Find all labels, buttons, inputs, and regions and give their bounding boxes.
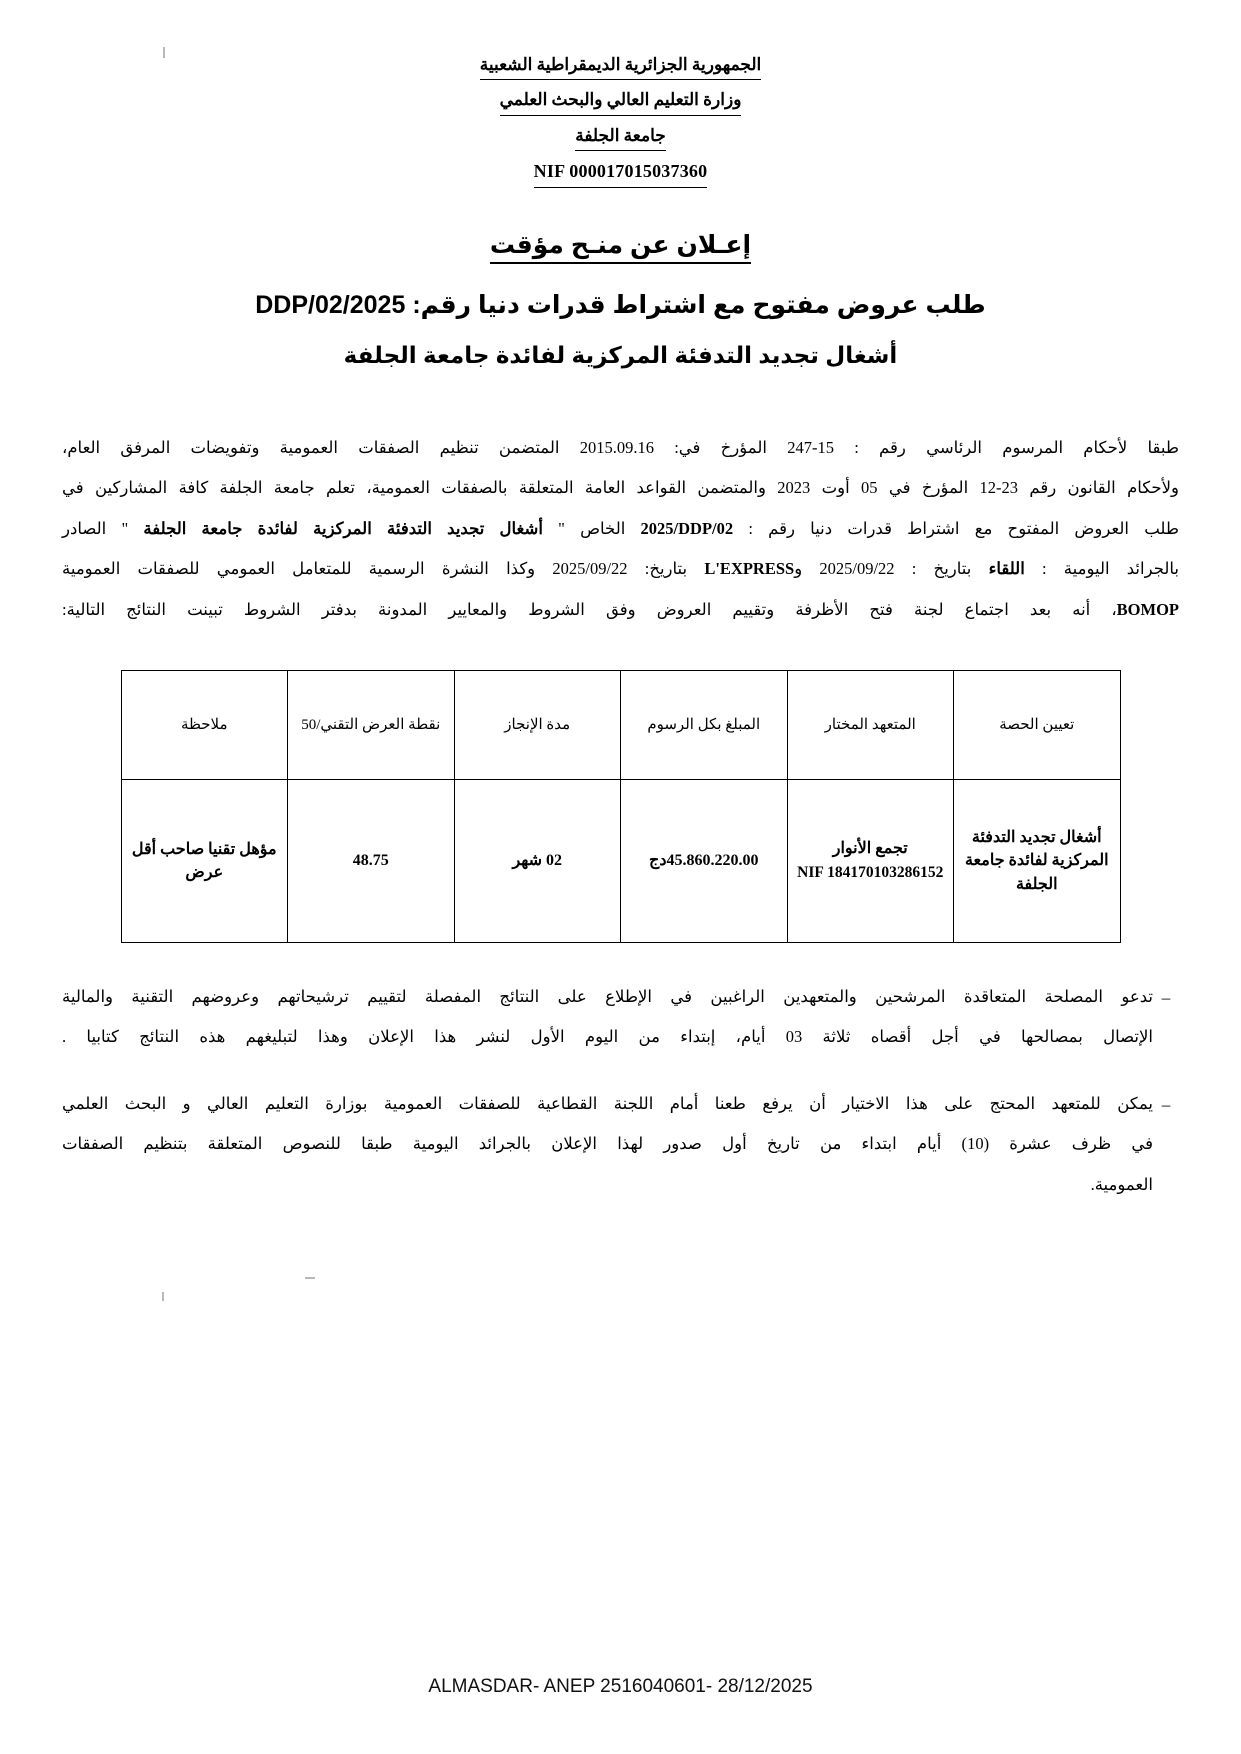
- newspapers-conjunction: و: [794, 559, 820, 579]
- header-republic: الجمهورية الجزائرية الديمقراطية الشعبية: [0, 52, 1241, 80]
- paragraph-line-2: ولأحكام القانون رقم 23-12 المؤرخ في 05 أوت 2023 والمتضمن القواعد العامة المتعلقة بالصفقات العمومية، تعلم جامعة الجلفة كافة المشاركين في: [62, 478, 1179, 498]
- th-contractor: المتعهد المختار: [787, 671, 954, 780]
- scan-speck: [163, 47, 165, 58]
- note-1-line-2: الإتصال بمصالحها في أجل أقصاه ثلاثة 03 أيام، إبتداء من اليوم الأول لنشر هذا الإعلان وهذا لتبليغهم هذه النتائج كتابيا .: [62, 1027, 1154, 1047]
- note-2-line-2: في ظرف عشرة (10) أيام ابتداء من تاريخ أول صدور لهذا الإعلان بالجرائد اليومية طبقا للنصوص المتعلقة بتنظيم الصفقات: [62, 1134, 1153, 1154]
- tender-number-title: طلب عروض مفتوح مع اشتراط قدرات دنيا رقم: 2025/DDP/02: [255, 290, 986, 319]
- official-bulletin-text: وكذا النشرة الرسمية للمتعامل العمومي للصفقات العمومية: [62, 559, 553, 579]
- cell-note: مؤهل تقنيا صاحب أقل عرض: [121, 780, 288, 943]
- newspaper-date-2: 2025/09/22: [552, 559, 628, 579]
- table-row: [121, 780, 1120, 943]
- table-header-row: [121, 671, 1120, 780]
- scan-speck-3: [162, 1292, 164, 1301]
- document-footer: ALMASDAR- ANEP 2516040601- 28/12/2025: [428, 1676, 813, 1697]
- cell-amount: 45.860.220.00دج: [621, 780, 788, 943]
- th-amount: المبلغ بكل الرسوم: [621, 671, 788, 780]
- newspaper-name-2: L'EXPRESS: [704, 559, 795, 579]
- paragraph-line-5: [62, 590, 1179, 630]
- header-ministry: وزارة التعليم العالي والبحث العلمي: [0, 87, 1241, 115]
- note-1-line-1: تدعو المصلحة المتعاقدة المرشحين والمتعهدين الراغبين في الإطلاع على النتائج المفصلة لتقييم ترشيحاتهم وعروضهم التقنية والمالية: [62, 987, 1153, 1007]
- results-table-body: [121, 780, 1120, 943]
- dash-marker-icon: –: [1161, 988, 1171, 1008]
- cell-technical-score: 48.75: [288, 780, 455, 943]
- note-2-text: [62, 1084, 1153, 1205]
- tender-quote-close: " الصادر: [62, 518, 144, 538]
- paragraph-line-4: [62, 549, 1179, 589]
- dash-marker-icon-2: –: [1161, 1094, 1171, 1114]
- header-nif: NIF 000017015037360: [0, 158, 1241, 188]
- header-university: جامعة الجلفة: [0, 123, 1241, 151]
- newspaper-name-1: اللقاء: [988, 559, 1025, 579]
- document-header: [0, 52, 1241, 188]
- note-1-text: [62, 977, 1153, 1058]
- body-section: [62, 428, 1179, 630]
- th-designation: تعيين الحصة: [954, 671, 1121, 780]
- results-table: [121, 670, 1121, 943]
- paragraph-line-1: طبقا لأحكام المرسوم الرئاسي رقم : 15-247 المؤرخ في: 2015.09.16 المتضمن تنظيم الصفقات العمومية وتفويضات المرفق العام،: [62, 437, 1179, 457]
- bomop-label: BOMOP: [1116, 599, 1179, 619]
- note-item-2: [62, 1084, 1179, 1205]
- results-table-container: [0, 670, 1241, 943]
- note-2-line-1: يمكن للمتعهد المحتج على هذا الاختيار أن يرفع طعنا أمام اللجنة القطاعية للصفقات العمومية بوزارة التعليم العالي و البحث العلمي: [62, 1093, 1153, 1113]
- note-2-line-3: العمومية.: [1090, 1174, 1153, 1194]
- results-table-head: [121, 671, 1120, 780]
- newspaper-date-2-label: بتاريخ:: [627, 559, 705, 579]
- contractor-name: تجمع الأنوار: [832, 840, 908, 858]
- tender-intro-text: طلب العروض المفتوح مع اشتراط قدرات دنيا رقم :: [733, 518, 1179, 538]
- notes-section: [62, 977, 1179, 1205]
- cell-designation: أشغال تجديد التدفئة المركزية لفائدة جامعة الجلفة: [954, 780, 1121, 943]
- committee-results-text: ، أنه بعد اجتماع لجنة فتح الأظرفة وتقييم العروض وفق الشروط والمعايير المدونة بدفتر الشروط تبينت النتائج التالية:: [62, 599, 1117, 619]
- announcement-title: إعـلان عن منـح مؤقت: [0, 230, 1241, 264]
- tender-subject-title: أشغال تجديد التدفئة المركزية لفائدة جامعة الجلفة: [343, 342, 898, 369]
- tender-ref-number: 2025/DDP/02: [640, 518, 734, 538]
- tender-subject-inline: أشغال تجديد التدفئة المركزية لفائدة جامعة الجلفة: [143, 518, 543, 538]
- newspaper-date-1-label: بتاريخ :: [894, 559, 989, 579]
- tender-quote-open: الخاص ": [542, 518, 641, 538]
- th-technical-score: نقطة العرض التقني/50: [288, 671, 455, 780]
- cell-contractor: [787, 780, 954, 943]
- contractor-nif: NIF 184170103286152: [797, 864, 944, 882]
- newspaper-date-1: 2025/09/22: [819, 559, 895, 579]
- paragraph-line-3: [62, 509, 1179, 549]
- newspapers-intro: بالجرائد اليومية :: [1024, 559, 1180, 579]
- scan-speck-2: [305, 1277, 315, 1279]
- note-item-1: [62, 977, 1179, 1058]
- th-note: ملاحظة: [121, 671, 288, 780]
- th-duration: مدة الإنجاز: [454, 671, 621, 780]
- cell-duration: 02 شهر: [454, 780, 621, 943]
